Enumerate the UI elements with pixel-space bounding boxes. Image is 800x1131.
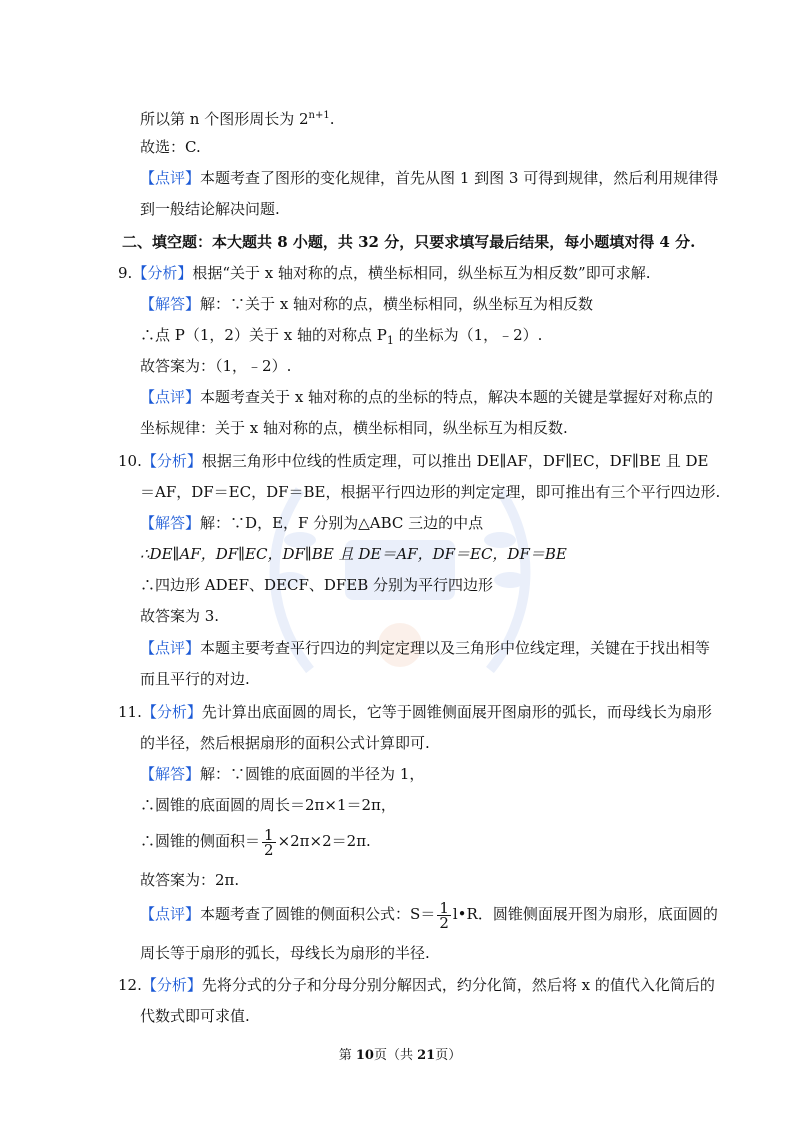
comment-line xyxy=(140,899,718,930)
pingjie-label: 【 点评 】 xyxy=(140,905,200,923)
text: 本题主要考查平行四边的判定定理以及三角形中位线定理，关键在于找出相等 xyxy=(200,639,711,657)
fenxi-label: 【 分析 】 xyxy=(142,976,202,994)
text-line: 故答案为：（1，﹣2）. xyxy=(140,357,292,375)
text-line: 故答案为 3. xyxy=(140,607,220,625)
text: 解：∵圆锥的底面圆的半径为 1， xyxy=(200,765,425,783)
text-line: 故答案为：2π. xyxy=(140,871,240,889)
text-line: ∴四边形 ADEF、DECF、DFEB 分别为平行四边形 xyxy=(140,576,494,594)
numerator: 1 xyxy=(264,825,274,844)
denominator: 2 xyxy=(439,913,449,932)
text-line: 坐标规律：关于 x 轴对称的点，横坐标相同，纵坐标互为相反数. xyxy=(140,419,568,437)
question-11-answer xyxy=(140,764,424,784)
denominator: 2 xyxy=(264,840,274,859)
question-9-answer xyxy=(140,294,593,314)
text-line xyxy=(140,826,371,857)
question-10-answer xyxy=(140,513,483,533)
subscript: 1 xyxy=(386,334,394,347)
superscript: n+1 xyxy=(308,110,330,121)
footer-text: 第 xyxy=(338,1048,356,1063)
question-12-analysis xyxy=(118,975,715,995)
jieda-label: 【 解答 】 xyxy=(140,514,200,532)
text: 本题考查关于 x 轴对称的点的坐标的特点，解决本题的关键是掌握好对称点的 xyxy=(200,388,714,406)
question-number: 9. xyxy=(118,264,133,282)
page-footer xyxy=(0,1044,800,1063)
text-line: ∴DE∥AF，DF∥EC，DF∥BE 且 DE＝AF，DF＝EC，DF＝BE xyxy=(140,545,567,563)
text: 先计算出底面圆的周长，它等于圆锥侧面展开图扇形的弧长，而母线长为扇形 xyxy=(201,703,712,721)
text: ∴点 P（1，2）关于 x 轴的对称点 P xyxy=(140,326,387,344)
section-heading: 二、填空题：本大题共 8 小题，共 32 分，只要求填写最后结果，每小题填对得 4 分. xyxy=(122,233,696,251)
text: 解：∵D，E，F 分别为△ABC 三边的中点 xyxy=(200,514,484,532)
question-number: 10. xyxy=(118,452,142,470)
text: 先将分式的分子和分母分别分解因式，约分化简，然后将 x 的值代入化简后的 xyxy=(201,976,715,994)
fenxi-label: 【 分析 】 xyxy=(142,452,202,470)
text: 本题考查了图形的变化规律，首先从图 1 到图 3 可得到规律，然后利用规律得 xyxy=(200,169,719,187)
text: ∴圆锥的侧面积＝ xyxy=(140,832,261,850)
pingjie-label: 【 点评 】 xyxy=(140,388,200,406)
pingjie-label: 【 点评 】 xyxy=(140,169,200,187)
fraction xyxy=(262,825,276,859)
pingjie-label: 【 点评 】 xyxy=(140,639,200,657)
text-line: 的半径，然后根据扇形的面积公式计算即可. xyxy=(140,734,430,752)
text-line: ＝AF，DF＝EC，DF＝BE，根据平行四边形的判定定理，即可推出有三个平行四边形. xyxy=(140,483,721,501)
question-number: 11. xyxy=(118,703,142,721)
fenxi-label: 【 分析 】 xyxy=(142,703,202,721)
text: . xyxy=(329,110,335,128)
text: l•R．圆锥侧面展开图为扇形，底面圆的 xyxy=(452,905,718,923)
jieda-label: 【 解答 】 xyxy=(140,295,200,313)
text-line: 代数式即可求值. xyxy=(140,1007,250,1025)
question-11-analysis xyxy=(118,702,712,722)
page-number: 10 xyxy=(355,1048,374,1063)
comment-line xyxy=(140,168,718,188)
text: 本题考查了圆锥的侧面积公式：S＝ xyxy=(200,905,436,923)
text-line: ∴圆锥的底面圆的周长＝2π×1＝2π， xyxy=(140,796,396,814)
text: ×2π×2＝2π. xyxy=(277,832,371,850)
comment-line xyxy=(140,387,713,407)
fraction xyxy=(437,898,451,932)
text: 根据三角形中位线的性质定理，可以推出 DE∥AF，DF∥EC，DF∥BE 且 DE xyxy=(201,452,709,470)
question-9-analysis xyxy=(118,263,650,283)
question-number: 12. xyxy=(118,976,142,994)
footer-text: 页（共 xyxy=(373,1048,418,1063)
text-line xyxy=(140,325,542,351)
question-10-analysis xyxy=(118,451,708,471)
text: 根据“关于 x 轴对称的点，横坐标相同，纵坐标互为相反数”即可求解. xyxy=(192,264,651,282)
text-line: 周长等于扇形的弧长，母线长为扇形的半径. xyxy=(140,944,430,962)
fenxi-label: 【 分析 】 xyxy=(132,264,192,282)
text-line xyxy=(140,106,334,129)
footer-text: 页） xyxy=(435,1048,462,1063)
numerator: 1 xyxy=(439,898,449,917)
text-line: 而且平行的对边. xyxy=(140,670,250,688)
answer-line: 故选：C. xyxy=(140,138,201,156)
text: 所以第 n 个图形周长为 2 xyxy=(140,110,309,128)
jieda-label: 【 解答 】 xyxy=(140,765,200,783)
text: 的坐标为（1，﹣2）. xyxy=(393,326,543,344)
text: 解：∵关于 x 轴对称的点，横坐标相同，纵坐标互为相反数 xyxy=(200,295,594,313)
text-line: 到一般结论解决问题. xyxy=(140,200,280,218)
total-pages: 21 xyxy=(417,1048,436,1063)
comment-line xyxy=(140,638,710,658)
